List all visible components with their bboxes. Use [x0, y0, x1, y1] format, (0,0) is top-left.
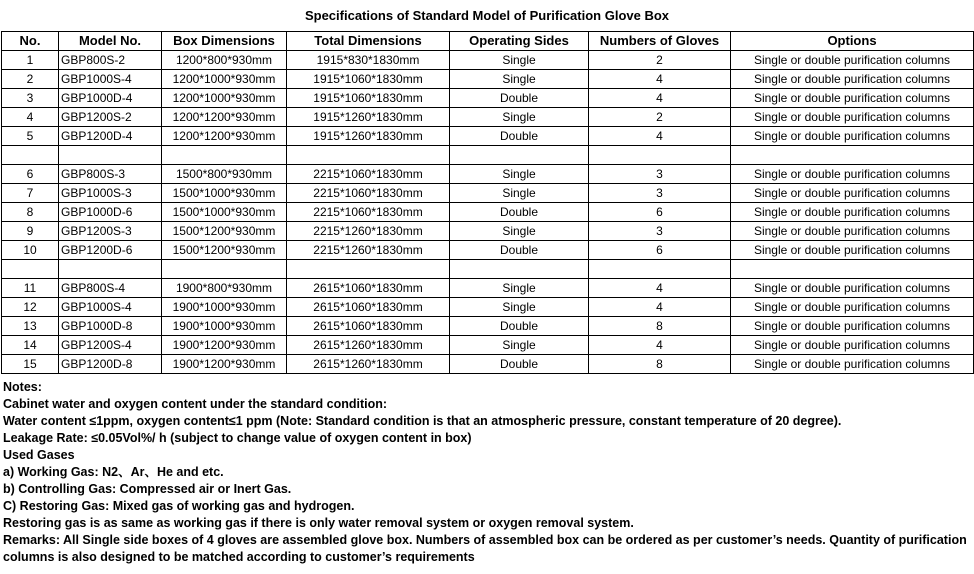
- cell-options: Single or double purification columns: [731, 355, 974, 374]
- col-header-model: Model No.: [59, 32, 162, 51]
- cell-no: 15: [2, 355, 59, 374]
- empty-cell: [287, 260, 450, 279]
- cell-gloves: 3: [589, 184, 731, 203]
- notes-leakage-rate: Leakage Rate: ≤0.05Vol%/ h (subject to change value of oxygen content in box): [3, 431, 472, 445]
- cell-total-dimensions: 2215*1260*1830mm: [287, 222, 450, 241]
- empty-cell: [162, 146, 287, 165]
- cell-total-dimensions: 2615*1060*1830mm: [287, 279, 450, 298]
- table-row: [2, 222, 974, 241]
- col-header-options: Options: [731, 32, 974, 51]
- cell-operating-sides: Single: [450, 298, 589, 317]
- cell-options: Single or double purification columns: [731, 70, 974, 89]
- cell-total-dimensions: 1915*830*1830mm: [287, 51, 450, 70]
- empty-cell: [589, 260, 731, 279]
- cell-no: 5: [2, 127, 59, 146]
- notes-working-gas: a) Working Gas: N2、Ar、He and etc.: [3, 465, 224, 479]
- cell-model: GBP1000S-4: [59, 298, 162, 317]
- cell-gloves: 8: [589, 317, 731, 336]
- cell-gloves: 3: [589, 222, 731, 241]
- cell-operating-sides: Single: [450, 336, 589, 355]
- cell-options: Single or double purification columns: [731, 108, 974, 127]
- table-row: [2, 127, 974, 146]
- notes-condition: Cabinet water and oxygen content under the standard condition:: [3, 397, 388, 411]
- cell-box-dimensions: 1900*1000*930mm: [162, 298, 287, 317]
- notes-used-gases: Used Gases: [3, 448, 75, 462]
- empty-cell: [450, 146, 589, 165]
- table-row: [2, 241, 974, 260]
- cell-total-dimensions: 2615*1060*1830mm: [287, 317, 450, 336]
- cell-box-dimensions: 1500*1000*930mm: [162, 184, 287, 203]
- cell-box-dimensions: 1200*1200*930mm: [162, 108, 287, 127]
- group-spacer-row: [2, 146, 974, 165]
- cell-gloves: 4: [589, 298, 731, 317]
- empty-cell: [59, 260, 162, 279]
- cell-box-dimensions: 1200*1200*930mm: [162, 127, 287, 146]
- cell-options: Single or double purification columns: [731, 336, 974, 355]
- cell-operating-sides: Double: [450, 317, 589, 336]
- cell-gloves: 6: [589, 241, 731, 260]
- table-row: [2, 89, 974, 108]
- cell-model: GBP1200D-8: [59, 355, 162, 374]
- cell-total-dimensions: 2615*1260*1830mm: [287, 336, 450, 355]
- cell-model: GBP1000D-6: [59, 203, 162, 222]
- cell-model: GBP1200S-3: [59, 222, 162, 241]
- cell-model: GBP1000D-8: [59, 317, 162, 336]
- cell-options: Single or double purification columns: [731, 165, 974, 184]
- cell-gloves: 8: [589, 355, 731, 374]
- header-row: [2, 32, 974, 51]
- group-spacer-row: [2, 260, 974, 279]
- cell-options: Single or double purification columns: [731, 127, 974, 146]
- cell-operating-sides: Single: [450, 165, 589, 184]
- cell-box-dimensions: 1900*1200*930mm: [162, 355, 287, 374]
- empty-cell: [287, 146, 450, 165]
- notes-heading: Notes:: [3, 380, 42, 394]
- cell-total-dimensions: 1915*1060*1830mm: [287, 70, 450, 89]
- cell-no: 14: [2, 336, 59, 355]
- notes-restoring-gas: C) Restoring Gas: Mixed gas of working gas and hydrogen.: [3, 499, 355, 513]
- cell-gloves: 2: [589, 51, 731, 70]
- table-row: [2, 355, 974, 374]
- cell-gloves: 4: [589, 127, 731, 146]
- cell-no: 6: [2, 165, 59, 184]
- cell-total-dimensions: 2615*1260*1830mm: [287, 355, 450, 374]
- notes-water-oxygen: Water content ≤1ppm, oxygen content≤1 ppm (Note: Standard condition is that an atmospheric pressure, constant temperature of 20 degree).: [3, 414, 842, 428]
- cell-options: Single or double purification columns: [731, 89, 974, 108]
- col-header-no: No.: [2, 32, 59, 51]
- cell-operating-sides: Double: [450, 241, 589, 260]
- cell-operating-sides: Double: [450, 355, 589, 374]
- table-row: [2, 51, 974, 70]
- cell-gloves: 6: [589, 203, 731, 222]
- table-row: [2, 165, 974, 184]
- cell-total-dimensions: 2215*1060*1830mm: [287, 203, 450, 222]
- col-header-operating-sides: Operating Sides: [450, 32, 589, 51]
- cell-box-dimensions: 1500*1000*930mm: [162, 203, 287, 222]
- cell-operating-sides: Single: [450, 51, 589, 70]
- table-row: [2, 108, 974, 127]
- cell-gloves: 4: [589, 336, 731, 355]
- cell-model: GBP800S-3: [59, 165, 162, 184]
- cell-model: GBP1000S-3: [59, 184, 162, 203]
- cell-operating-sides: Single: [450, 108, 589, 127]
- cell-options: Single or double purification columns: [731, 222, 974, 241]
- cell-model: GBP1200S-4: [59, 336, 162, 355]
- cell-gloves: 4: [589, 89, 731, 108]
- table-row: [2, 184, 974, 203]
- cell-total-dimensions: 2215*1060*1830mm: [287, 184, 450, 203]
- cell-no: 12: [2, 298, 59, 317]
- cell-gloves: 4: [589, 70, 731, 89]
- cell-box-dimensions: 1900*1200*930mm: [162, 336, 287, 355]
- cell-operating-sides: Double: [450, 203, 589, 222]
- cell-gloves: 4: [589, 279, 731, 298]
- cell-total-dimensions: 2215*1260*1830mm: [287, 241, 450, 260]
- table-row: [2, 336, 974, 355]
- cell-no: 10: [2, 241, 59, 260]
- spec-table-body: [2, 51, 974, 374]
- cell-total-dimensions: 1915*1260*1830mm: [287, 127, 450, 146]
- cell-total-dimensions: 1915*1260*1830mm: [287, 108, 450, 127]
- cell-box-dimensions: 1200*800*930mm: [162, 51, 287, 70]
- cell-box-dimensions: 1500*1200*930mm: [162, 222, 287, 241]
- table-row: [2, 203, 974, 222]
- cell-options: Single or double purification columns: [731, 184, 974, 203]
- cell-no: 2: [2, 70, 59, 89]
- cell-operating-sides: Single: [450, 184, 589, 203]
- col-header-total-dimensions: Total Dimensions: [287, 32, 450, 51]
- cell-no: 8: [2, 203, 59, 222]
- cell-model: GBP1000D-4: [59, 89, 162, 108]
- cell-total-dimensions: 1915*1060*1830mm: [287, 89, 450, 108]
- table-row: [2, 279, 974, 298]
- cell-model: GBP1000S-4: [59, 70, 162, 89]
- cell-gloves: 2: [589, 108, 731, 127]
- cell-no: 9: [2, 222, 59, 241]
- cell-model: GBP800S-2: [59, 51, 162, 70]
- cell-no: 7: [2, 184, 59, 203]
- table-row: [2, 317, 974, 336]
- empty-cell: [59, 146, 162, 165]
- cell-total-dimensions: 2615*1060*1830mm: [287, 298, 450, 317]
- cell-options: Single or double purification columns: [731, 241, 974, 260]
- cell-no: 11: [2, 279, 59, 298]
- cell-options: Single or double purification columns: [731, 279, 974, 298]
- cell-options: Single or double purification columns: [731, 51, 974, 70]
- cell-no: 1: [2, 51, 59, 70]
- cell-model: GBP1200D-6: [59, 241, 162, 260]
- cell-no: 3: [2, 89, 59, 108]
- cell-options: Single or double purification columns: [731, 298, 974, 317]
- cell-operating-sides: Double: [450, 89, 589, 108]
- cell-options: Single or double purification columns: [731, 203, 974, 222]
- empty-cell: [731, 146, 974, 165]
- cell-box-dimensions: 1500*1200*930mm: [162, 241, 287, 260]
- cell-no: 13: [2, 317, 59, 336]
- cell-model: GBP1200S-2: [59, 108, 162, 127]
- col-header-box-dimensions: Box Dimensions: [162, 32, 287, 51]
- empty-cell: [2, 146, 59, 165]
- notes-section: [3, 379, 968, 566]
- cell-options: Single or double purification columns: [731, 317, 974, 336]
- cell-operating-sides: Single: [450, 222, 589, 241]
- spec-table: [1, 31, 974, 374]
- cell-no: 4: [2, 108, 59, 127]
- cell-operating-sides: Single: [450, 70, 589, 89]
- table-row: [2, 70, 974, 89]
- cell-model: GBP800S-4: [59, 279, 162, 298]
- cell-total-dimensions: 2215*1060*1830mm: [287, 165, 450, 184]
- page-title: Specifications of Standard Model of Purification Glove Box: [304, 8, 670, 23]
- cell-box-dimensions: 1200*1000*930mm: [162, 89, 287, 108]
- empty-cell: [162, 260, 287, 279]
- empty-cell: [731, 260, 974, 279]
- empty-cell: [450, 260, 589, 279]
- cell-box-dimensions: 1200*1000*930mm: [162, 70, 287, 89]
- cell-box-dimensions: 1900*800*930mm: [162, 279, 287, 298]
- empty-cell: [2, 260, 59, 279]
- table-row: [2, 298, 974, 317]
- notes-restoring-info: Restoring gas is as same as working gas if there is only water removal system or oxygen removal system.: [3, 516, 634, 530]
- cell-box-dimensions: 1500*800*930mm: [162, 165, 287, 184]
- cell-box-dimensions: 1900*1000*930mm: [162, 317, 287, 336]
- cell-model: GBP1200D-4: [59, 127, 162, 146]
- notes-remarks: Remarks: All Single side boxes of 4 gloves are assembled glove box. Numbers of assembled box can be ordered as per customer’s needs. Quantity of purification columns is also designed to be matched according to customer’s requirements: [3, 533, 967, 564]
- col-header-gloves: Numbers of Gloves: [589, 32, 731, 51]
- empty-cell: [589, 146, 731, 165]
- cell-operating-sides: Single: [450, 279, 589, 298]
- notes-controlling-gas: b) Controlling Gas: Compressed air or Inert Gas.: [3, 482, 292, 496]
- cell-gloves: 3: [589, 165, 731, 184]
- cell-operating-sides: Double: [450, 127, 589, 146]
